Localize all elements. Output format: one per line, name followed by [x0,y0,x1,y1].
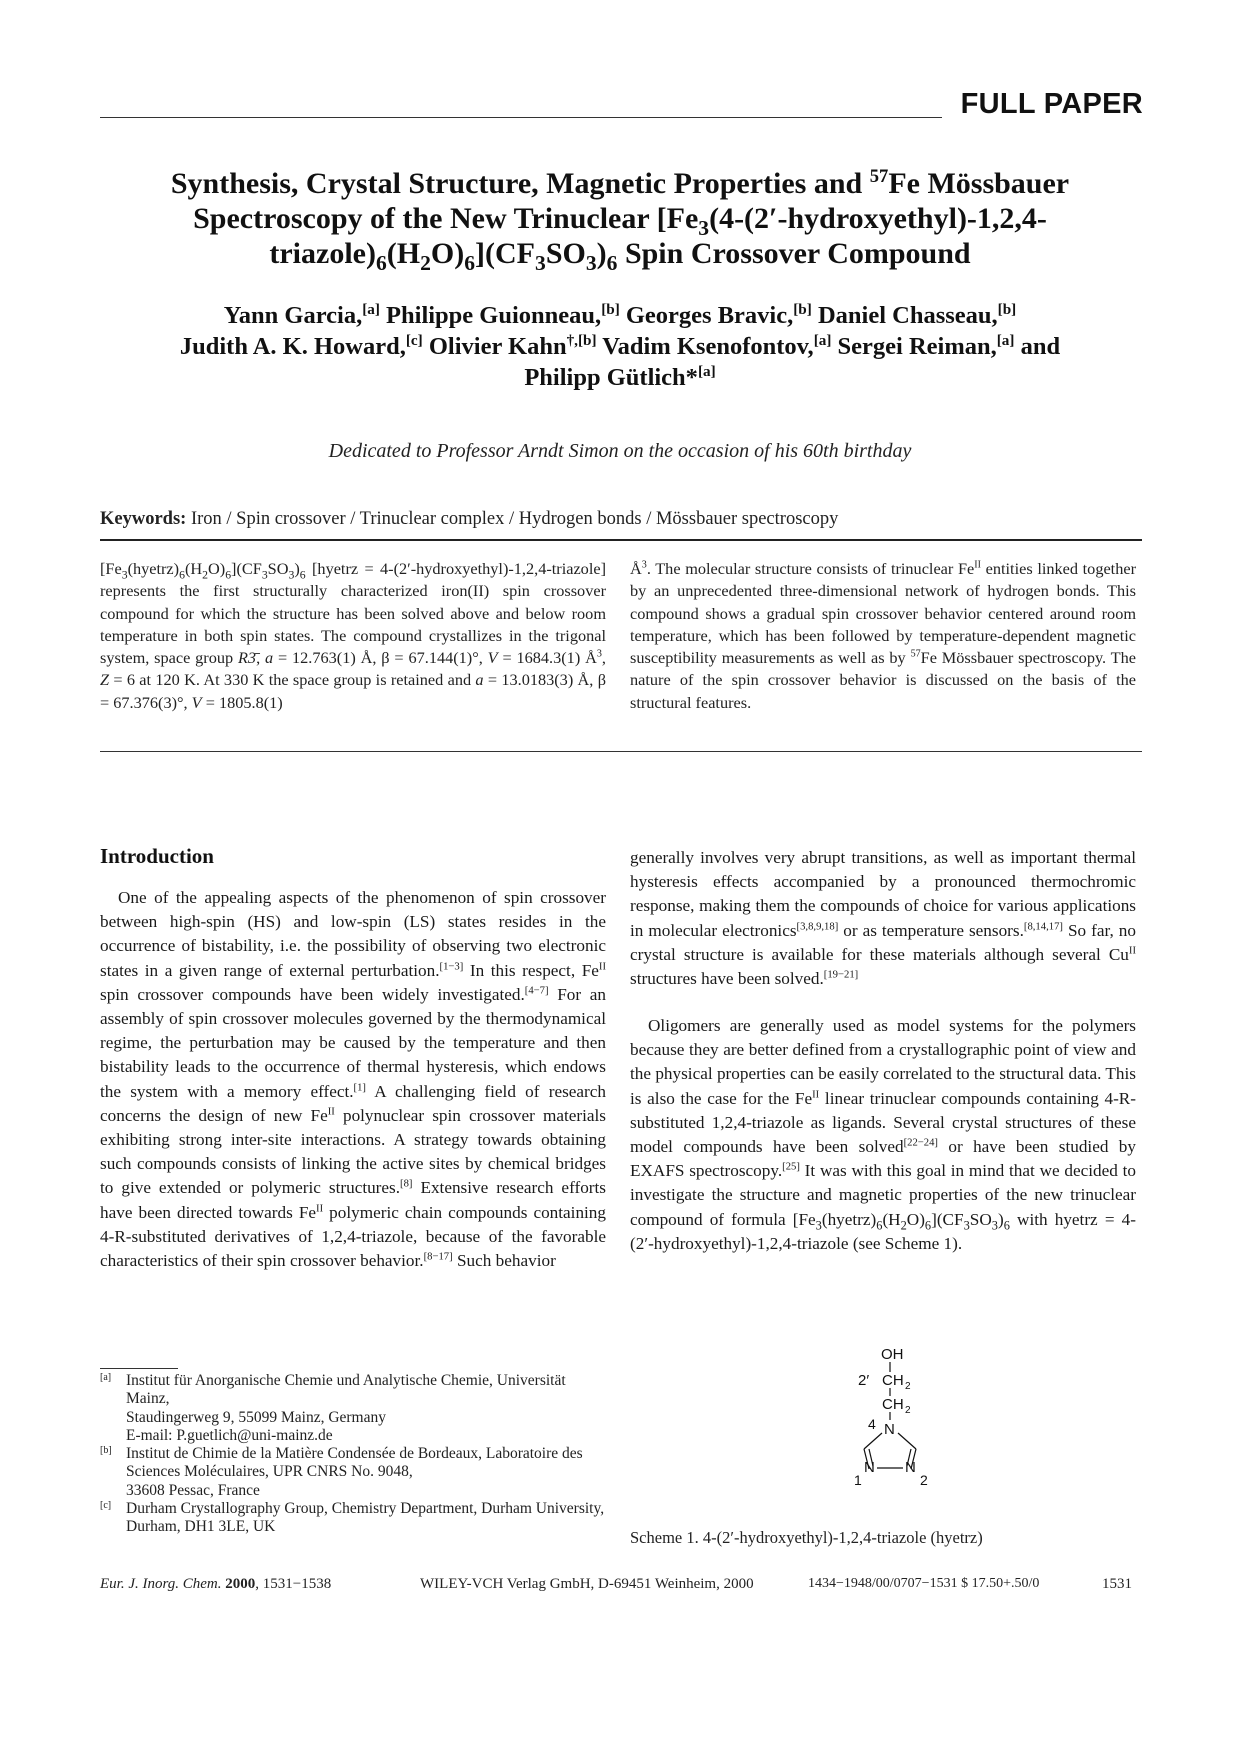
footnote-mark: [c] [100,1500,112,1512]
article-type-label: FULL PAPER [960,88,1143,120]
n1-position-label: 1 [854,1472,862,1488]
abstract-left-column: $[Fe_3(hyetrz)_6(H_2O)_6](CF_3SO_3)_6$ [hyetrz = 4-(2′-hydroxyethyl)-1,2,4-triazole] represents the first structurally characterized iron(II) spin crossover compound for which the structure has been solved above and below room temperature in both spin states. The compound crystallizes in the trigonal system, space group R3̄, a = 12.763(1) Å, β = 67.144(1)°, V = 1684.3(1) $Å^3$, Z = 6 at 120 K. At 330 K the space group is retained and a = 13.0183(3) Å, β = 67.376(3)°, V = 1805.8(1) [100,559,606,712]
author: Olivier Kahn [428,333,567,360]
author: Georges Bravic, [625,302,794,329]
author: Judith A. K. Howard, [179,333,406,360]
page-number: 1531 [1102,1576,1132,1592]
keywords-text: Iron / Spin crossover / Trinuclear complex / Hydrogen bonds / Mössbauer spectroscopy [190,509,839,529]
affiliation-mark: †,[b] [566,331,597,349]
citation: [8] [400,1178,413,1190]
section-heading-introduction: Introduction [100,844,214,868]
n2-atom-label: N [905,1459,916,1475]
footer-citation [100,1576,331,1593]
affiliation-mark: [a] [996,331,1015,349]
affiliation-mark: [b] [793,300,812,318]
ch2-group-label: CH [882,1372,904,1389]
scheme-caption: Scheme 1. 4-(2′-hydroxyethyl)-1,2,4-triazole (hyetrz) [630,1528,983,1547]
footer-issn-code: 1434−1948/00/0707−1531 $ 17.50+.50/0 [808,1576,1040,1591]
author: Philippe Guionneau, [386,302,602,329]
n2-position-label: 2 [920,1472,928,1488]
abstract-rule [100,751,1142,752]
journal-year: 2000 [225,1576,256,1592]
author: Daniel Chasseau, [817,302,998,329]
citation: [19−21] [823,969,859,981]
header-rule [100,117,942,118]
authors-conjunction: and [1020,333,1061,360]
keywords-rule [100,539,1142,541]
affiliation-mark: [c] [405,331,423,349]
affiliation-mark: [a] [697,362,716,380]
citation: [8,14,17] [1023,920,1063,932]
ch2-group-label: CH [882,1396,904,1413]
abstract-right-column: $Å^3$. The molecular structure consists of trinuclear $Fe^{II}$ entities linked together by an unprecedented three-dimensional network of hydrogen bonds. This compound shows a gradual spin crossover behavior centered around room temperature, which has been followed by temperature-dependent magnetic susceptibility measurements as well as by $^{57}$Fe Mössbauer spectroscopy. The nature of the spin crossover behavior is discussed on the basis of the structural features. [630,559,1136,712]
author: Sergei Reiman, [837,333,997,360]
footnote-c: [c] Durham Crystallography Group, Chemistry Department, Durham University, Durham, DH1 3LE, UK [100,1500,605,1536]
oh-group-label: OH [881,1346,904,1363]
citation: [1] [353,1081,366,1093]
paper-title: Synthesis, Crystal Structure, Magnetic Properties and $^{57}$Fe Mössbauer Spectroscopy of the New Trinuclear [$Fe_3(4-(2'-hydroxyethyl)-1,2,4-$ $triazole)_6(H_2O)_6](CF_3SO_3)_6$ Spin Crossover Compound [170,166,1070,275]
citation: [1−3] [439,960,464,972]
intro-paragraph-2: Oligomers are generally used as model systems for the polymers because they are better defined from a crystallographic point of view and the physical properties can be easily correlated to the structural data. This is also the case for the $Fe^{II}$ linear trinuclear compounds containing 4-R-substituted 1,2,4-triazole as ligands. Several crystal structures of these model compounds have been solved[22−24] or have been studied by EXAFS spectroscopy.[25] It was with this goal in mind that we decided to investigate the structure and magnetic properties of the new trinuclear compound of formula $[Fe_3(hyetrz)_6(H_2O)_6](CF_3SO_3)_6$ with hyetrz = 4-(2′-hydroxyethyl)-1,2,4-triazole (see Scheme 1). [630,1016,1137,1253]
affiliation-footnotes [100,1372,606,1537]
footnote-mark: [b] [100,1445,112,1457]
hyetrz-structure-scheme [830,1345,940,1475]
author: Philipp Gütlich* [524,364,698,391]
affiliation-mark: [a] [362,300,380,318]
citation: [4−7] [524,985,549,997]
footnote-a: [a] Institut für Anorganische Chemie und Analytische Chemie, Universität Mainz, Staudingerweg 9, 55099 Mainz, Germany E-mail: P.guetlich@uni-mainz.de [100,1372,606,1445]
scheme-numbering [830,1470,940,1500]
citation: [3,8,9,18] [796,920,839,932]
keywords [100,509,1140,530]
citation: [25] [782,1161,800,1173]
email-address[interactable]: E-mail: P.guetlich@uni-mainz.de [126,1426,333,1444]
keywords-label: Keywords: [100,509,187,529]
ring-bond [864,1433,882,1449]
citation: [8−17] [423,1251,453,1263]
intro-paragraph-1: One of the appealing aspects of the phenomenon of spin crossover between high-spin (HS) and low-spin (LS) states resides in the occurrence of bistability, i.e. the possibility of observing two electronic states in a given range of external perturbation.[1−3] In this respect, $Fe^{II}$ spin crossover compounds have been widely investigated.[4−7] For an assembly of spin crossover molecules governed by the thermodynamical regime, the perturbation may be caused by the temperature and then bistability leads to the occurrence of thermal hysteresis, which endows the system with a memory effect.[1] A challenging field of research concerns the design of new $Fe^{II}$ polynuclear spin crossover materials exhibiting strong inter-site interactions. A strategy towards obtaining such compounds consists of linking the active sites by chemical bridges to give extended or polymeric structures.[8] Extensive research efforts have been directed towards $Fe^{II}$ polymeric chain compounds containing 4-R-substituted derivatives of 1,2,4-triazole, because of the favorable characteristics of their spin crossover behavior.[8−17] Such behavior [100,888,606,1271]
affiliation-mark: [a] [813,331,832,349]
n4-position-label: 4 [868,1416,876,1432]
footer-publisher: WILEY-VCH Verlag GmbH, D-69451 Weinheim, 2000 [420,1576,754,1592]
ch2-subscript: 2 [905,1405,911,1416]
footnote-b: [b] Institut de Chimie de la Matière Condensée de Bordeaux, Laboratoire des Sciences Moléculaires, UPR CNRS No. 9048, 33608 Pessac, France [100,1445,583,1499]
citation: [22−24] [903,1137,938,1149]
ch2-subscript: 2 [905,1381,911,1392]
c2-position-label: 2′ [858,1372,870,1389]
author-list [100,300,1140,393]
footnote-rule [100,1368,178,1369]
affiliation-mark: [b] [997,300,1017,318]
author: Yann Garcia, [223,302,363,329]
n4-atom-label: N [884,1421,895,1438]
journal-pages: , 1531−1538 [255,1576,332,1592]
author: Vadim Ksenofontov, [602,333,814,360]
footnote-mark: [a] [100,1372,112,1383]
affiliation-mark: [b] [601,300,620,318]
ring-bond [898,1433,916,1449]
journal-name: Eur. J. Inorg. Chem. [100,1576,222,1592]
dedication: Dedicated to Professor Arndt Simon on the occasion of his 60th birthday [328,440,912,462]
n1-atom-label: N [864,1459,875,1475]
intro-paragraph-1-continued: generally involves very abrupt transitions, as well as important thermal hysteresis effects accompanied by a pronounced thermochromic response, making them the compounds of choice for various applications in molecular electronics[3,8,9,18] or as temperature sensors.[8,14,17] So far, no crystal structure is available for these materials although several $Cu^{II}$ structures have been solved.[19−21] [630,848,1136,989]
